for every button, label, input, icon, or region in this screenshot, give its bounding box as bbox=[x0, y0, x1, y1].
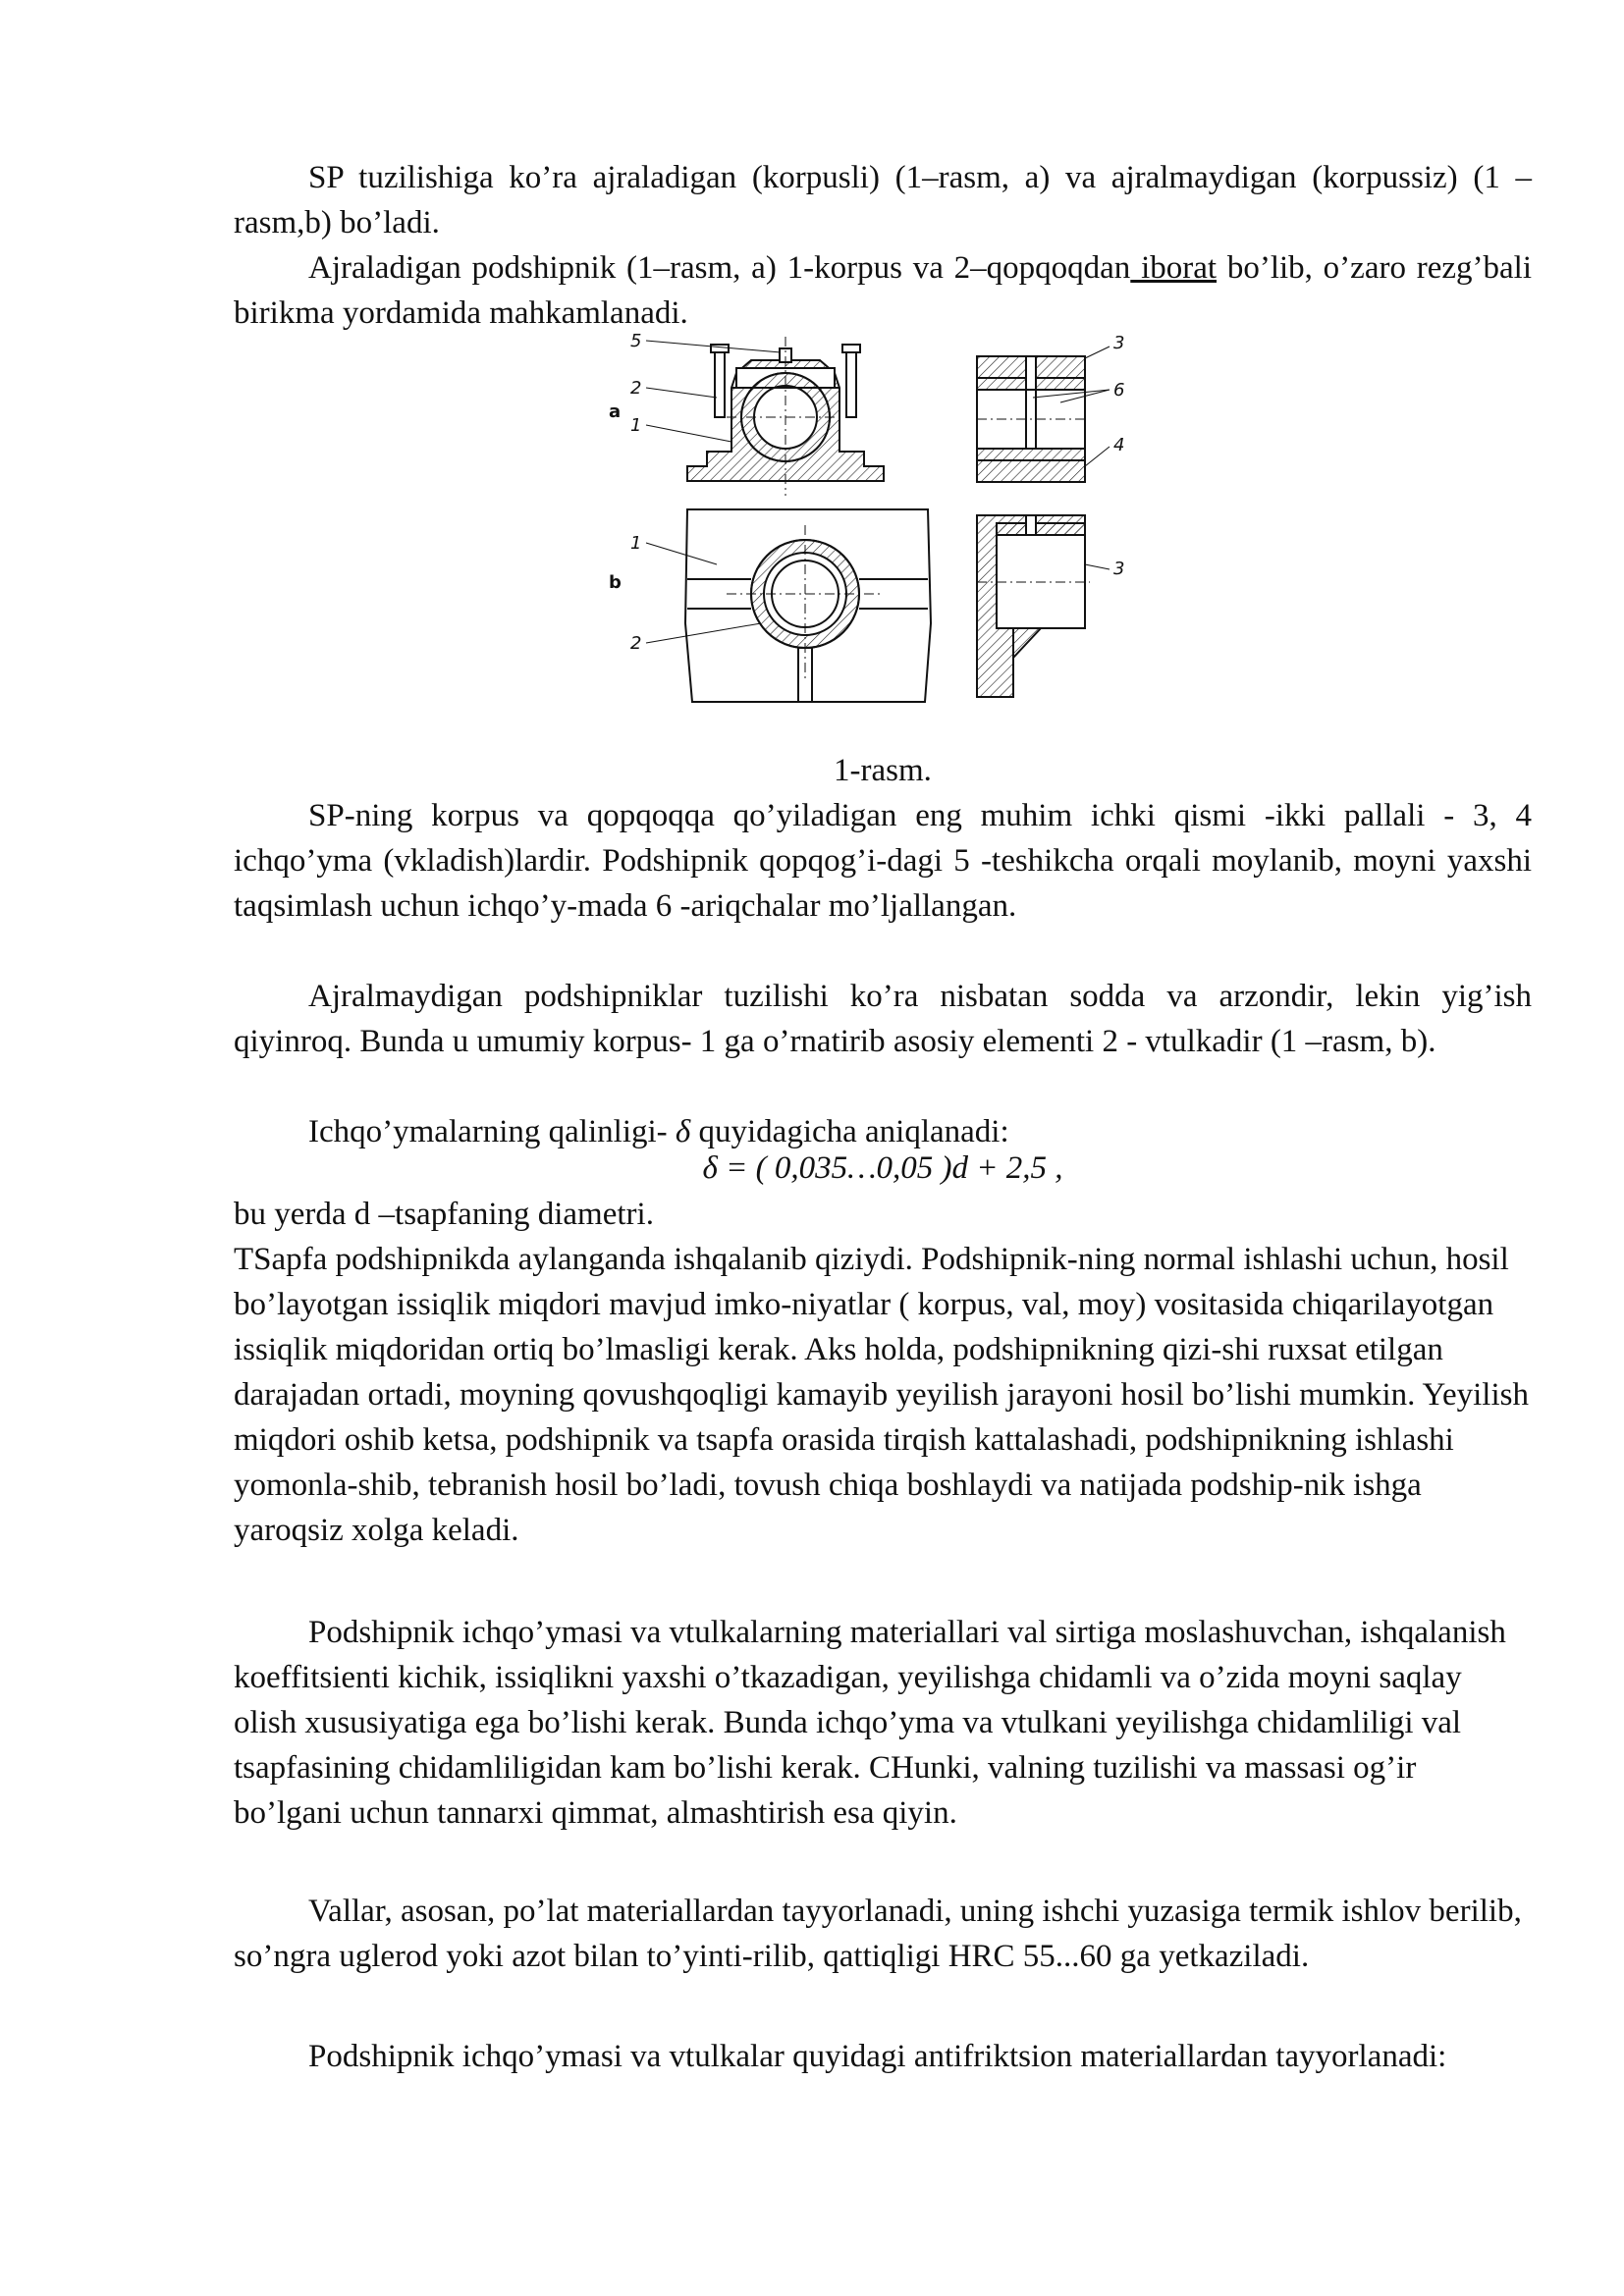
paragraph-4: Ajralmaydigan podshipniklar tuzilishi ko’ra nisbatan sodda va arzondir, lekin yig’ish qiyinroq. Bunda u umumiy korpus- 1 ga o’rnatirib asosiy elementi 2 - vtulkadir (1 –rasm, b). bbox=[234, 979, 1532, 1059]
paragraph-3: SP-ning korpus va qopqoqqa qo’yiladigan eng muhim ichki qismi -ikki pallali - 3, 4 ichqo’yma (vkladish)lardir. Podshipnik qopqog’i-dagi 5 -teshikcha orqali moylanib, moyni yaxshi taqsimlash uchun ichqo’y-mada 6 -ariqchalar mo’ljallangan. bbox=[234, 798, 1532, 924]
underlined-word: iborat bbox=[1130, 250, 1218, 286]
callout-1-label: 1 bbox=[630, 415, 642, 436]
row-label-b: b bbox=[609, 572, 622, 593]
paragraph-10: Podshipnik ichqo’ymasi va vtulkalar quyidagi antifriktsion materiallardan tayyorlanadi: bbox=[308, 2039, 1447, 2074]
row-label-a: a bbox=[609, 401, 622, 422]
paragraph-1: SP tuzilishiga ko’ra ajraladigan (korpusli) (1–rasm, a) va ajralmaydigan (korpussiz) (1 –rasm,b) bo’ladi. bbox=[234, 160, 1532, 240]
callout-b2-label: 2 bbox=[630, 633, 642, 654]
callout-5-label: 5 bbox=[630, 331, 642, 351]
split-bearing-front-view bbox=[687, 337, 884, 496]
paragraph-9: Vallar, asosan, po’lat materiallardan tayyorlanadi, uning ishchi yuzasiga termik ishlov berilib, so’ngra uglerod yoki azot bilan to’yinti-rilib, qattiqligi HRC 55...60 ga yetkaziladi. bbox=[234, 1894, 1522, 1974]
solid-bearing-side-section bbox=[977, 515, 1090, 697]
paragraph-5-text-a: Ichqo’ymalarning qalinligi- bbox=[308, 1114, 676, 1149]
paragraph-2 bbox=[234, 245, 1532, 336]
split-bearing-side-section bbox=[977, 356, 1085, 482]
callout-b1-label: 1 bbox=[630, 533, 642, 554]
thickness-formula: δ = ( 0,035…0,05 )d + 2,5 , bbox=[702, 1150, 1063, 1186]
paragraph-8: Podshipnik ichqo’ymasi va vtulkalarning materiallari val sirtiga moslashuvchan, ishqalanish koeffitsienti kichik, issiqlikni yaxshi o’tkazadigan, yeyilishga chidamli va o’zida moyni saqlay olish xususiyatiga ega bo’lishi kerak. Bunda ichqo’yma va vtulkani yeyilishga chidamliligi val tsapfasining chidamliligidan kam bo’lishi kerak. CHunki, valning tuzilishi va massasi og’ir bo’lgani uchun tannarxi qimmat, almashtirish esa qiyin. bbox=[234, 1615, 1506, 1831]
bearing-figure bbox=[609, 329, 1139, 712]
callout-3-label: 3 bbox=[1113, 333, 1125, 353]
callout-b3-label: 3 bbox=[1113, 559, 1125, 579]
paragraph-6: bu yerda d –tsapfaning diametri. bbox=[234, 1197, 654, 1232]
solid-bearing-front-view bbox=[685, 509, 931, 702]
figure-caption: 1-rasm. bbox=[834, 753, 932, 788]
bearing-drawing bbox=[609, 329, 1139, 712]
paragraph-2-text-a: Ajraladigan podshipnik (1–rasm, a) 1-korpus va 2–qopqoqdan bbox=[308, 250, 1131, 286]
callout-2-label: 2 bbox=[630, 378, 642, 399]
paragraph-5-text-b: quyidagicha aniqlanadi: bbox=[690, 1114, 1009, 1149]
callout-line-b-right bbox=[1085, 564, 1110, 569]
callout-6-label: 6 bbox=[1113, 380, 1125, 400]
paragraph-2-text-b: bo’lib, o’zaro rezg’bali birikma yordamida mahkamlanadi. bbox=[234, 250, 1532, 331]
callout-4-label: 4 bbox=[1113, 435, 1125, 455]
paragraph-7: TSapfa podshipnikda aylanganda ishqalanib qiziydi. Podshipnik-ning normal ishlashi uchun, hosil bo’layotgan issiqlik miqdori mavjud imko-niyatlar ( korpus, val, moy) vositasida chiqarilayotgan issiqlik miqdoridan ortiq bo’lmasligi kerak. Aks holda, podshipnikning qizi-shi ruxsat etilgan darajadan ortadi, moyning qovushqoqligi kamayib yeyilish jarayoni hosil bo’lishi mumkin. Yeyilish miqdori oshib ketsa, podshipnik va tsapfa orasida tirqish kattalashadi, podshipnikning ishlashi yomonla-shib, tebranish hosil bo’ladi, tovush chiqa boshlaydi va natijada podship-nik ishga yaroqsiz xolga keladi. bbox=[234, 1242, 1529, 1548]
delta-symbol: δ bbox=[675, 1114, 691, 1149]
